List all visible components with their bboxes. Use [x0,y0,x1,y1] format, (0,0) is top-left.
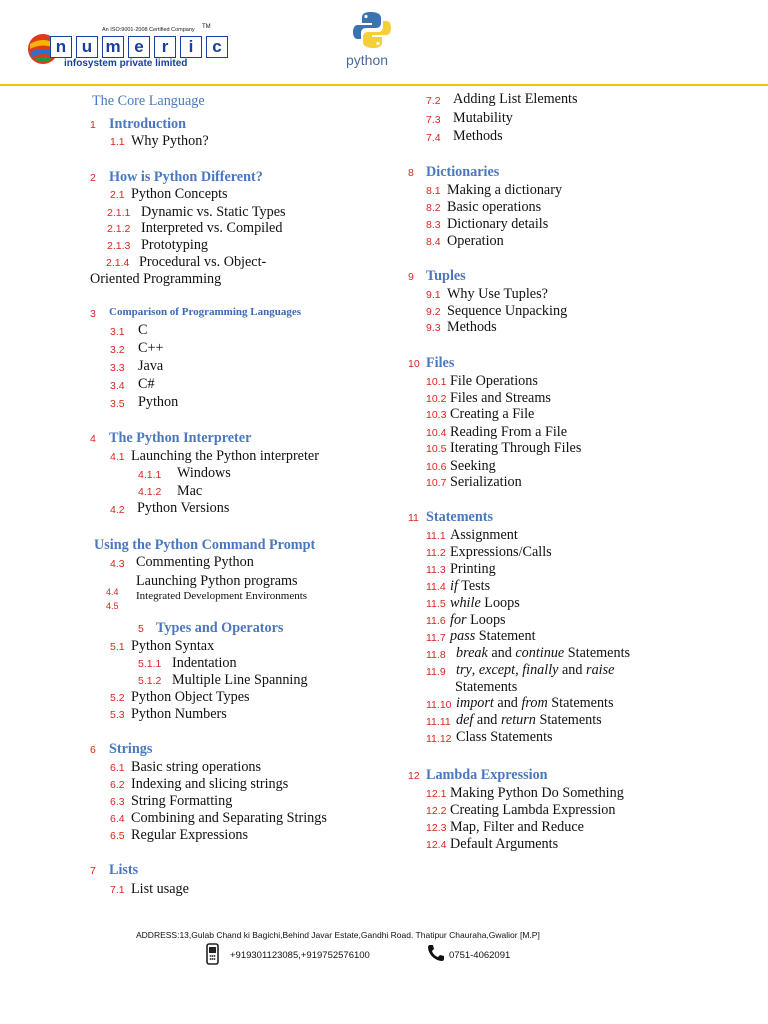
toc-heading: The Python Interpreter [109,430,252,446]
section-title: The Core Language [92,93,205,109]
toc-item: String Formatting [131,793,233,809]
keyword-from: from [521,695,548,711]
item-number: 11.6 [426,615,446,627]
item-number: 10.5 [426,443,447,455]
item-number: 10.2 [426,393,447,405]
toc-item: import and from Statements [456,695,614,711]
toc-heading: Dictionaries [426,164,500,180]
toc-item: C++ [138,340,164,356]
toc-item: Methods [453,128,503,144]
toc-item: Commenting Python [136,554,254,570]
item-number: 10.1 [426,376,447,388]
toc-item: List usage [131,881,189,897]
item-number: 3.5 [110,398,125,410]
toc-heading: Lambda Expression [426,767,548,783]
logo-letter: e [128,36,150,58]
telephone-icon [427,944,445,962]
toc-item: Assignment [450,527,518,543]
item-number: 4.2 [110,504,125,516]
keyword-return: return [500,712,536,728]
toc-item: Expressions/Calls [450,544,552,560]
item-number: 3.4 [110,380,125,392]
toc-heading: How is Python Different? [109,169,263,185]
item-number: 12.1 [426,788,447,800]
item-number: 4.5 [106,601,119,611]
toc-item: Reading From a File [450,424,568,440]
toc-item: Making a dictionary [447,182,563,198]
item-number: 6.5 [110,830,125,842]
toc-item: Serialization [450,474,522,490]
item-number: 8.3 [426,219,441,231]
python-logo [346,10,398,72]
item-number: 12.2 [426,805,447,817]
toc-item: Python Syntax [131,638,215,654]
item-number: 12.3 [426,822,447,834]
toc-item: Regular Expressions [131,827,249,843]
toc-heading: Introduction [109,116,186,132]
logo-letter: n [50,36,72,58]
keyword-pass: pass [450,628,476,644]
item-number: 4.1.2 [138,486,162,498]
toc-item: Seeking [450,458,496,474]
item-number: 6.2 [110,779,125,791]
toc-item: Combining and Separating Strings [131,810,327,826]
toc-item: Printing [450,561,496,577]
item-number: 11.4 [426,581,446,593]
item-number: 2 [90,172,96,184]
toc-item-continued: Oriented Programming [90,271,222,287]
toc-item: Sequence Unpacking [447,303,568,319]
keyword-import: import [456,695,494,711]
item-number: 9 [408,271,414,283]
item-number: 12 [408,770,420,782]
toc-item: Adding List Elements [453,91,578,107]
item-number: 7.2 [426,95,441,107]
keyword-def: def [456,712,474,728]
toc-item: def and return Statements [456,712,602,728]
toc-heading: Tuples [426,268,466,284]
item-number: 4.1.1 [138,469,162,481]
item-number: 11.3 [426,564,446,576]
logo-letter: u [76,36,98,58]
toc-item: Making Python Do Something [450,785,624,801]
toc-item: Multiple Line Spanning [172,672,308,688]
item-number: 2.1.4 [106,257,130,269]
item-number: 5.3 [110,709,125,721]
item-number: 6.3 [110,796,125,808]
item-number: 8.1 [426,185,441,197]
item-number: 4 [90,433,96,445]
item-number: 9.3 [426,322,441,334]
toc-item: Methods [447,319,497,335]
toc-heading: Comparison of Programming Languages [109,306,301,318]
item-number: 7 [90,865,96,877]
item-number: 11.8 [426,649,446,661]
item-number: 9.1 [426,289,441,301]
toc-item: Python Concepts [131,186,228,202]
toc-item: Python Versions [137,500,230,516]
item-number: 4.4 [106,587,119,597]
item-number: 5 [138,623,144,635]
toc-heading: Strings [109,741,153,757]
toc-item: Dictionary details [447,216,549,232]
item-number: 11.5 [426,598,446,610]
logo-tm: TM [202,24,211,30]
toc-item: Iterating Through Files [450,440,582,456]
toc-item: Launching the Python interpreter [131,448,319,464]
item-number: 9.2 [426,306,441,318]
item-number: 11.11 [426,716,451,728]
toc-heading: Types and Operators [156,620,284,636]
item-number: 3.2 [110,344,125,356]
toc-heading: Using the Python Command Prompt [94,537,316,553]
item-number: 8.2 [426,202,441,214]
mobile-numbers: +919301123085,+919752576100 [230,950,370,961]
item-number: 10.7 [426,477,447,489]
item-number: 7.1 [110,884,125,896]
toc-heading: Statements [426,509,493,525]
toc-item: Indexing and slicing strings [131,776,289,792]
item-number: 11.7 [426,632,446,644]
item-number: 11.9 [426,666,446,678]
toc-item-continued: Statements [455,679,518,695]
item-number: 10.3 [426,409,447,421]
toc-item: Files and Streams [450,390,551,406]
item-number: 8.4 [426,236,441,248]
keyword-try: try [456,662,472,678]
toc-item: C [138,322,148,338]
item-number: 1 [90,119,96,131]
keyword-if: if [450,578,458,594]
item-number: 3.3 [110,362,125,374]
toc-item: if Tests [450,578,491,594]
item-number: 7.3 [426,114,441,126]
keyword-except: except [478,662,516,678]
toc-item: Mutability [453,110,513,126]
toc-item: Basic string operations [131,759,262,775]
python-snake-icon [352,10,392,50]
toc-item: Basic operations [447,199,542,215]
toc-item: Python Object Types [131,689,250,705]
item-number: 4.3 [110,558,125,570]
toc-item: pass Statement [450,628,536,644]
toc-item: for Loops [450,612,506,628]
toc-item: Operation [447,233,504,249]
toc-item: File Operations [450,373,538,389]
company-logo [26,22,222,74]
logo-letter: m [102,36,124,58]
keyword-continue: continue [515,645,565,661]
toc-item: Python [138,394,179,410]
landline-number: 0751-4062091 [449,950,511,961]
toc-item: try, except, finally and raise [456,662,615,678]
item-number: 10 [408,358,420,370]
toc-item: Creating a File [450,406,535,422]
logo-letter: c [206,36,228,58]
toc-item: Windows [177,465,231,481]
toc-item: Launching Python programs [136,573,298,589]
toc-item: break and continue Statements [456,645,631,661]
toc-item: Why Python? [131,133,209,149]
item-number: 4.1 [110,451,125,463]
toc-item: Map, Filter and Reduce [450,819,584,835]
toc-item: Interpreted vs. Compiled [141,220,283,236]
toc-item: Dynamic vs. Static Types [141,204,286,220]
item-number: 10.6 [426,461,447,473]
logo-letter: r [154,36,176,58]
toc-item: Indentation [172,655,237,671]
item-number: 6.1 [110,762,125,774]
item-number: 3.1 [110,326,125,338]
item-number: 5.1.2 [138,675,162,687]
item-number: 5.2 [110,692,125,704]
toc-item: Creating Lambda Expression [450,802,616,818]
item-number: 11 [408,512,419,524]
item-number: 6.4 [110,813,125,825]
item-number: 3 [90,308,96,320]
keyword-raise: raise [586,662,615,678]
toc-item: C# [138,376,155,392]
item-number: 6 [90,744,96,756]
keyword-while: while [450,595,481,611]
keyword-finally: finally [522,662,559,678]
toc-item: Java [138,358,164,374]
item-number: 5.1 [110,641,125,653]
toc-item: Class Statements [456,729,553,745]
item-number: 11.2 [426,547,446,559]
item-number: 11.10 [426,699,452,711]
item-number: 12.4 [426,839,447,851]
toc-item: Mac [177,483,203,499]
item-number: 11.1 [426,530,446,542]
item-number: 2.1.3 [107,240,131,252]
mobile-phone-icon [203,943,223,965]
keyword-break: break [456,645,488,661]
footer-address: ADDRESS:13,Gulab Chand ki Bagichi,Behind Javar Estate,Gandhi Road. Thatipur Chauraha,Gwalior [M.P] [136,930,540,940]
header-rule [0,84,768,86]
toc-item: Procedural vs. Object- [139,254,267,270]
toc-item: Prototyping [141,237,209,253]
item-number: 10.4 [426,427,447,439]
toc-item: Python Numbers [131,706,227,722]
item-number: 8 [408,167,414,179]
item-number: 2.1.2 [107,223,131,235]
python-wordmark: python [346,52,389,68]
item-number: 5.1.1 [138,658,162,670]
logo-iso: An ISO:9001-2008 Certified Company [102,27,195,33]
toc-heading: Lists [109,862,139,878]
toc-item: Integrated Development Environments [136,590,308,602]
item-number: 1.1 [110,136,125,148]
item-number: 2.1.1 [107,207,131,219]
item-number: 11.12 [426,733,452,745]
toc-heading: Files [426,355,455,371]
logo-subtitle: infosystem private limited [64,58,188,69]
item-number: 7.4 [426,132,441,144]
logo-letters [50,36,228,58]
toc-item: while Loops [450,595,520,611]
toc-item: Why Use Tuples? [447,286,548,302]
keyword-for: for [450,612,467,628]
item-number: 2.1 [110,189,125,201]
logo-letter: i [180,36,202,58]
toc-item: Default Arguments [450,836,559,852]
